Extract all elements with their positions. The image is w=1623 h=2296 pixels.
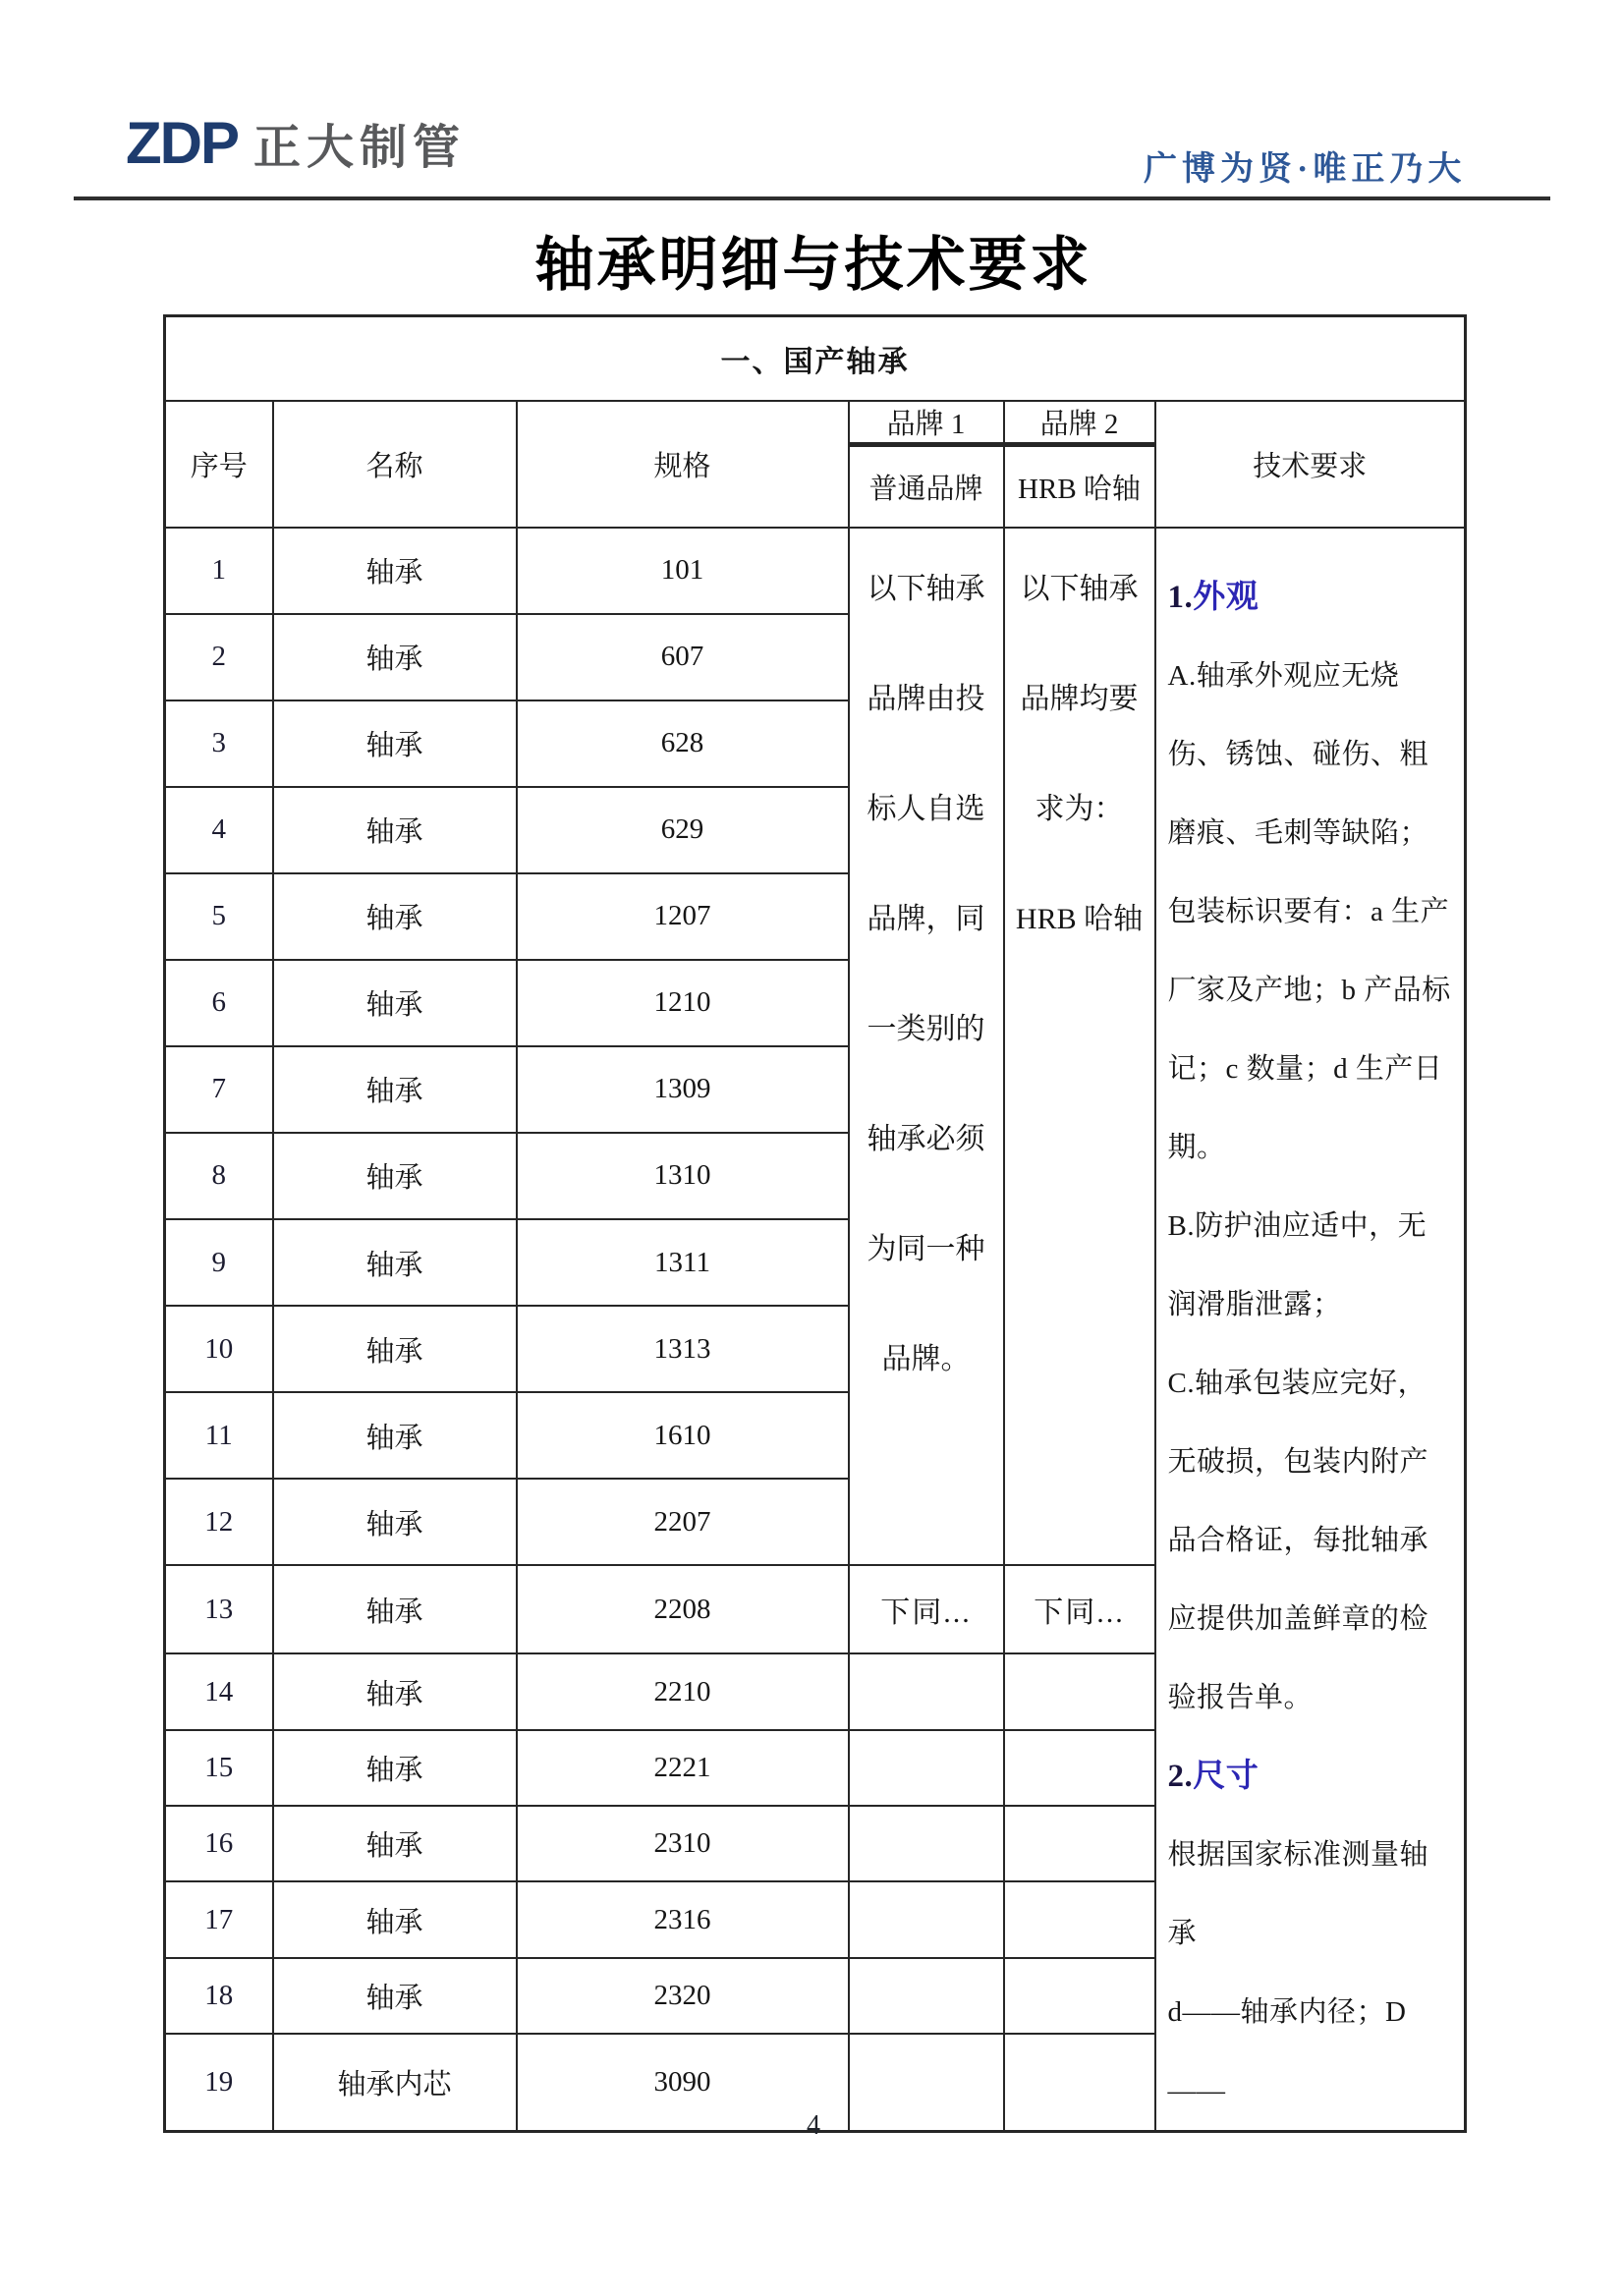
brand2-ditto-cell: 下同...: [1004, 1565, 1155, 1653]
row-index: 3: [165, 700, 273, 787]
table-row: [165, 528, 1466, 614]
row-spec: 1210: [517, 960, 849, 1046]
tech-paragraph-c: C.轴承包装应完好，无破损，包装内附产品合格证，每批轴承应提供加盖鲜章的检验报告单。: [1167, 1367, 1429, 1713]
row-index: 7: [165, 1046, 273, 1133]
row-spec: 2208: [517, 1565, 849, 1653]
row-name: 轴承内芯: [273, 2034, 517, 2131]
row-index: 19: [165, 2034, 273, 2131]
row-spec: 1207: [517, 873, 849, 960]
brand1-empty-cell: [849, 1958, 1004, 2034]
row-spec: 1309: [517, 1046, 849, 1133]
row-index: 10: [165, 1306, 273, 1392]
row-spec: 3090: [517, 2034, 849, 2131]
row-index: 15: [165, 1730, 273, 1806]
company-slogan: 广博为贤·唯正乃大: [1144, 151, 1467, 188]
tech-section2-number: 2.: [1167, 1758, 1194, 1794]
tech-section1-number: 1.: [1167, 579, 1194, 615]
table-section-row: [165, 316, 1466, 401]
row-name: 轴承: [273, 1392, 517, 1479]
row-name: 轴承: [273, 1046, 517, 1133]
row-index: 1: [165, 528, 273, 614]
brand1-note-cell: 以下轴承品牌由投标人自选品牌，同一类别的轴承必须为同一种品牌。: [849, 528, 1004, 1566]
brand2-empty-cell: [1004, 1806, 1155, 1881]
row-name: 轴承: [273, 787, 517, 873]
row-name: 轴承: [273, 960, 517, 1046]
tech-paragraph-d1: 根据国家标准测量轴承: [1167, 1838, 1429, 1949]
col-subheader-brand1: 普通品牌: [849, 445, 1004, 528]
row-index: 8: [165, 1133, 273, 1219]
row-name: 轴承: [273, 700, 517, 787]
row-index: 5: [165, 873, 273, 960]
tech-paragraph-b: B.防护油应适中，无润滑脂泄露；: [1167, 1209, 1427, 1320]
table-section-title: 一、国产轴承: [165, 316, 1466, 401]
company-logo: [126, 110, 467, 176]
row-name: 轴承: [273, 873, 517, 960]
row-name: 轴承: [273, 1479, 517, 1565]
row-name: 轴承: [273, 1806, 517, 1881]
row-spec: 628: [517, 700, 849, 787]
tech-requirements-cell: [1155, 528, 1466, 2132]
col-subheader-brand2: HRB 哈轴: [1004, 445, 1155, 528]
brand2-empty-cell: [1004, 1653, 1155, 1729]
header-divider: [74, 196, 1550, 200]
row-spec: 2210: [517, 1653, 849, 1729]
row-spec: 1313: [517, 1306, 849, 1392]
row-spec: 1311: [517, 1219, 849, 1306]
row-name: 轴承: [273, 528, 517, 614]
tech-section2-title: 尺寸: [1193, 1758, 1259, 1794]
row-index: 9: [165, 1219, 273, 1306]
page-title: 轴承明细与技术要求: [534, 233, 1092, 298]
tech-paragraph-d2: d——轴承内径；D——: [1167, 1995, 1407, 2106]
row-index: 13: [165, 1565, 273, 1653]
row-spec: 1310: [517, 1133, 849, 1219]
brand1-empty-cell: [849, 1653, 1004, 1729]
row-name: 轴承: [273, 1219, 517, 1306]
table-header-row-1: [165, 401, 1466, 445]
col-header-name: 名称: [273, 401, 517, 528]
bearing-spec-table: [163, 314, 1467, 2133]
row-name: 轴承: [273, 1958, 517, 2034]
row-name: 轴承: [273, 1653, 517, 1729]
brand2-empty-cell: [1004, 1958, 1155, 2034]
row-spec: 2320: [517, 1958, 849, 2034]
row-index: 11: [165, 1392, 273, 1479]
brand2-empty-cell: [1004, 1881, 1155, 1957]
row-spec: 101: [517, 528, 849, 614]
col-header-brand2: 品牌 2: [1004, 401, 1155, 445]
row-index: 17: [165, 1881, 273, 1957]
row-spec: 2207: [517, 1479, 849, 1565]
col-header-index: 序号: [165, 401, 273, 528]
row-index: 2: [165, 614, 273, 700]
brand1-empty-cell: [849, 1730, 1004, 1806]
row-spec: 607: [517, 614, 849, 700]
row-index: 18: [165, 1958, 273, 2034]
tech-section2-heading: [1168, 1737, 1455, 1816]
row-index: 6: [165, 960, 273, 1046]
tech-paragraph-a: A.轴承外观应无烧伤、锈蚀、碰伤、粗磨痕、毛刺等缺陷；包装标识要有：a 生产厂家及产地；b 产品标记；c 数量；d 生产日期。: [1167, 659, 1451, 1163]
logo-company-name: 正大制管: [253, 121, 467, 174]
row-index: 12: [165, 1479, 273, 1565]
row-name: 轴承: [273, 1306, 517, 1392]
brand1-empty-cell: [849, 1806, 1004, 1881]
col-header-tech: 技术要求: [1155, 401, 1466, 528]
row-name: 轴承: [273, 1881, 517, 1957]
row-index: 16: [165, 1806, 273, 1881]
row-index: 14: [165, 1653, 273, 1729]
row-spec: 629: [517, 787, 849, 873]
row-spec: 2221: [517, 1730, 849, 1806]
row-name: 轴承: [273, 1133, 517, 1219]
brand2-note-cell: 以下轴承品牌均要求为：HRB 哈轴: [1004, 528, 1155, 1566]
brand1-empty-cell: [849, 1881, 1004, 1957]
col-header-brand1: 品牌 1: [849, 401, 1004, 445]
brand2-empty-cell: [1004, 1730, 1155, 1806]
row-name: 轴承: [273, 1565, 517, 1653]
col-header-spec: 规格: [517, 401, 849, 528]
row-spec: 2310: [517, 1806, 849, 1881]
row-name: 轴承: [273, 1730, 517, 1806]
tech-section1-title: 外观: [1193, 579, 1259, 615]
row-index: 4: [165, 787, 273, 873]
brand1-ditto-cell: 下同...: [849, 1565, 1004, 1653]
logo-zdp-mark: ZDP: [126, 110, 238, 176]
row-name: 轴承: [273, 614, 517, 700]
row-spec: 2316: [517, 1881, 849, 1957]
page-number: 4: [807, 2110, 820, 2141]
tech-section1-heading: [1168, 558, 1455, 637]
row-spec: 1610: [517, 1392, 849, 1479]
